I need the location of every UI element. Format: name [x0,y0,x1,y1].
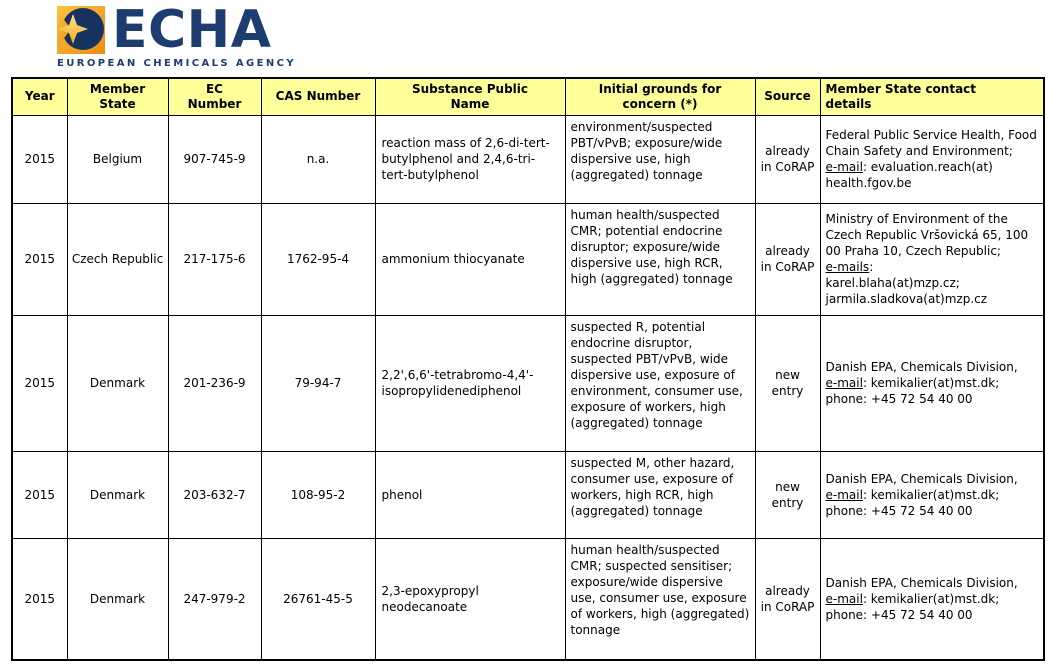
cell-substance-name: 2,2',6,6'-tetrabromo-4,4'-isopropylidenediphenol [375,315,565,451]
echa-logo-icon [57,6,105,54]
cell-source: already in CoRAP [755,203,820,315]
header-cas-number: CAS Number [261,78,375,115]
header-ec-number: EC Number [168,78,261,115]
table-row [12,451,1044,538]
cell-contact [820,115,1044,203]
cell-member-state: Belgium [67,115,168,203]
cell-source: new entry [755,315,820,451]
cell-year: 2015 [12,451,67,538]
contact-org: Ministry of Environment of the Czech Republic Vršovická 65, 100 00 Praha 10, Czech Republic; [825,212,1029,258]
cell-year: 2015 [12,115,67,203]
cell-year: 2015 [12,315,67,451]
cell-contact [820,538,1044,660]
logo-acronym: ECHA [112,0,272,60]
cell-cas-number: 108-95-2 [261,451,375,538]
cell-source: already in CoRAP [755,538,820,660]
header-row [12,78,1044,115]
cell-member-state: Denmark [67,451,168,538]
email-address: health.fgov.be [825,176,912,190]
cell-grounds: environment/suspected PBT/vPvB; exposure/wide dispersive use, high (aggregated) tonnage [565,115,755,203]
header-year: Year [12,78,67,115]
email-label: e-mail [825,591,863,606]
cell-contact [820,315,1044,451]
cell-ec-number: 247-979-2 [168,538,261,660]
table-row [12,315,1044,451]
cell-ec-number: 217-175-6 [168,203,261,315]
email-label: e-mails [825,260,870,274]
email-address: : kemikalier(at)mst.dk; [862,591,1000,606]
cell-contact: Ministry of Environment of the Czech Republic Vršovická 65, 100 00 Praha 10, Czech Republic; e-mails: karel.blaha(at)mzp.cz; jarmila.sladkova(at)mzp.cz [820,203,1044,315]
header-contact-details: Member State contact details [820,78,1044,115]
cell-substance-name: 2,3-epoxypropyl neodecanoate [375,538,565,660]
contact-phone: phone: +45 72 54 40 00 [825,392,973,406]
cell-ec-number: 203-632-7 [168,451,261,538]
header-member-state: Member State [67,78,168,115]
cell-year: 2015 [12,203,67,315]
echa-logo [57,0,1054,69]
cell-substance-name: phenol [375,451,565,538]
cell-source: new entry [755,451,820,538]
contact-phone: phone: +45 72 54 40 00 [825,607,973,622]
email-address: : evaluation.reach(at) [862,160,993,174]
contact-org: Danish EPA, Chemicals Division, [825,360,1018,374]
cell-ec-number: 907-745-9 [168,115,261,203]
cell-cas-number: 1762-95-4 [261,203,375,315]
email-label: e-mail [825,160,863,174]
cell-contact [820,451,1044,538]
cell-cas-number: 26761-45-5 [261,538,375,660]
logo-subtitle: EUROPEAN CHEMICALS AGENCY [57,58,296,69]
contact-phone: phone: +45 72 54 40 00 [825,503,973,518]
contact-org: Danish EPA, Chemicals Division, [825,471,1018,486]
header-grounds: Initial grounds for concern (*) [565,78,755,115]
email-label: e-mail [825,376,863,390]
cell-substance-name: reaction mass of 2,6-di-tert-butylphenol and 2,4,6-tri-tert-butylphenol [375,115,565,203]
substances-table [11,77,1045,661]
table-row [12,115,1044,203]
header-source: Source [755,78,820,115]
cell-cas-number: n.a. [261,115,375,203]
contact-org: Federal Public Service Health, Food Chain Safety and Environment; [825,128,1037,158]
cell-grounds: human health/suspected CMR; potential endocrine disruptor; exposure/wide dispersive use, high RCR, high (aggregated) tonnage [565,203,755,315]
cell-member-state: Czech Republic [67,203,168,315]
table-row [12,203,1044,315]
cell-source: already in CoRAP [755,115,820,203]
cell-ec-number: 201-236-9 [168,315,261,451]
cell-year: 2015 [12,538,67,660]
email-address: : kemikalier(at)mst.dk; [862,376,1000,390]
cell-member-state: Denmark [67,538,168,660]
cell-grounds: human health/suspected CMR; suspected sensitiser; exposure/wide dispersive use, consumer use, exposure of workers, high (aggregated) tonnage [565,538,755,660]
email-label: e-mail [825,487,863,502]
cell-member-state: Denmark [67,315,168,451]
cell-substance-name: ammonium thiocyanate [375,203,565,315]
cell-cas-number: 79-94-7 [261,315,375,451]
contact-org: Danish EPA, Chemicals Division, [825,575,1018,590]
email-address: karel.blaha(at)mzp.cz; jarmila.sladkova(at)mzp.cz [825,276,988,306]
header-substance-name: Substance Public Name [375,78,565,115]
table-row [12,538,1044,660]
cell-grounds: suspected R, potential endocrine disruptor, suspected PBT/vPvB, wide dispersive use, exposure of environment, consumer use, exposure of workers, high (aggregated) tonnage [565,315,755,451]
cell-grounds: suspected M, other hazard, consumer use, exposure of workers, high RCR, high (aggregated) tonnage [565,451,755,538]
email-address: : kemikalier(at)mst.dk; [862,487,1000,502]
